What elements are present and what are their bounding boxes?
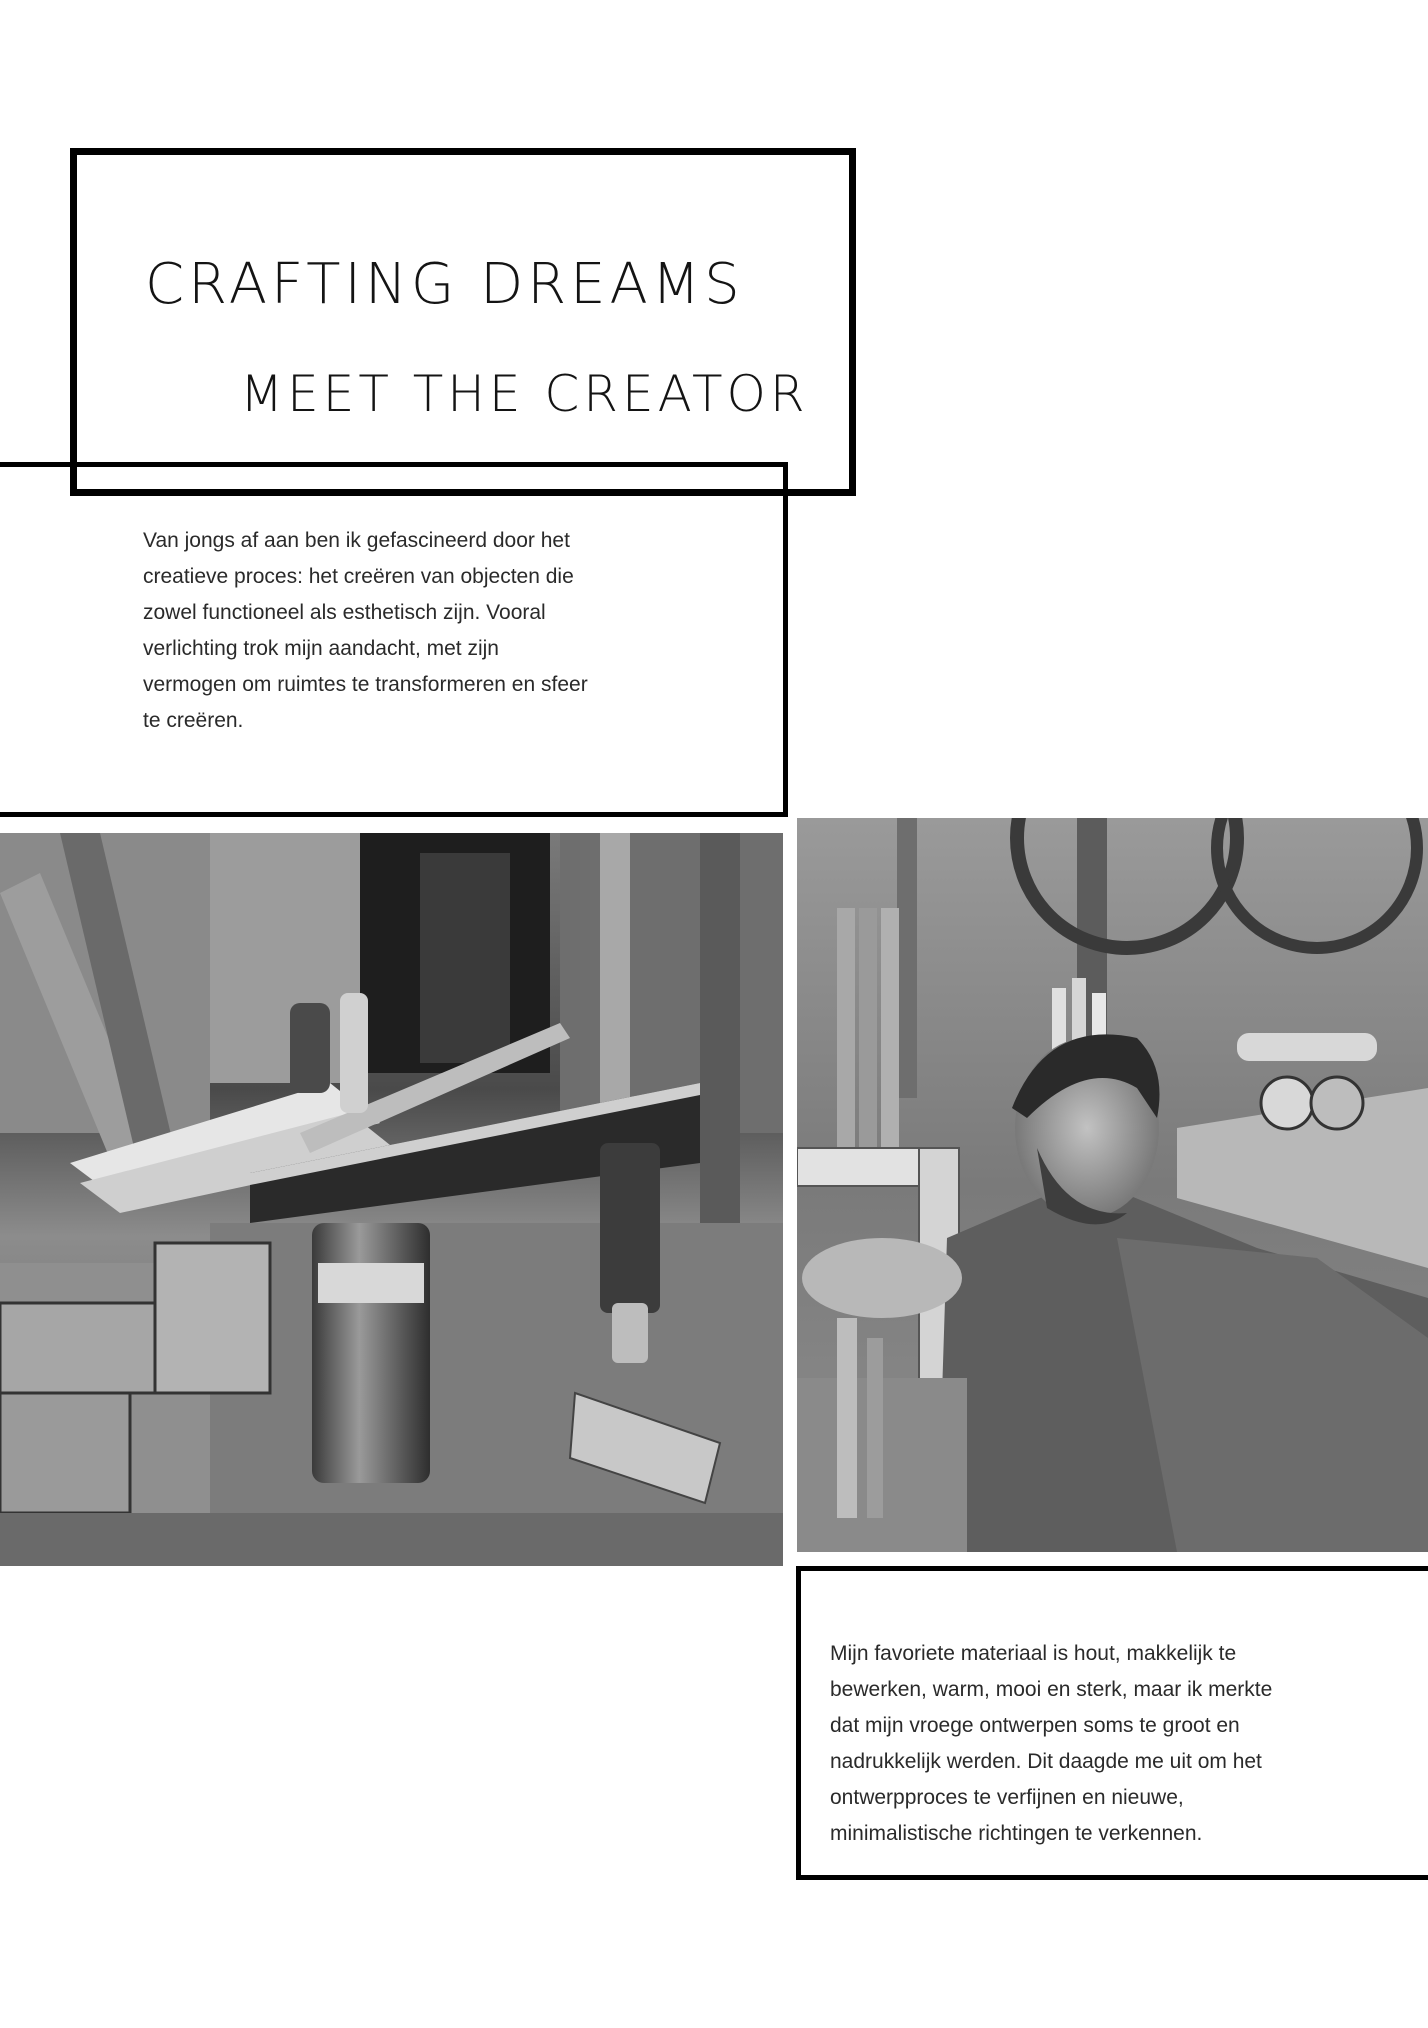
outro-paragraph: Mijn favoriete materiaal is hout, makkelijk te bewerken, warm, mooi en sterk, maar ik merkte dat mijn vroege ontwerpen soms te groot en nadrukkelijk werden. Dit daagde me uit om het ontwerpproces te verfijnen en nieuwe, minimalistische richtingen te verkennen. bbox=[830, 1642, 1273, 1845]
craftsman-photo bbox=[797, 818, 1428, 1552]
page-subtitle: MEET THE CREATOR bbox=[240, 365, 809, 423]
intro-paragraph: Van jongs af aan ben ik gefascineerd door het creatieve proces: het creëren van objecten die zowel functioneel als esthetisch zijn. Vooral verlichting trok mijn aandacht, met zijn vermogen om ruimtes te transformeren en sfeer te creëren. bbox=[143, 529, 588, 732]
title-frame bbox=[70, 148, 856, 496]
page-title: CRAFTING DREAMS bbox=[145, 252, 744, 317]
workbench-photo bbox=[0, 833, 783, 1566]
